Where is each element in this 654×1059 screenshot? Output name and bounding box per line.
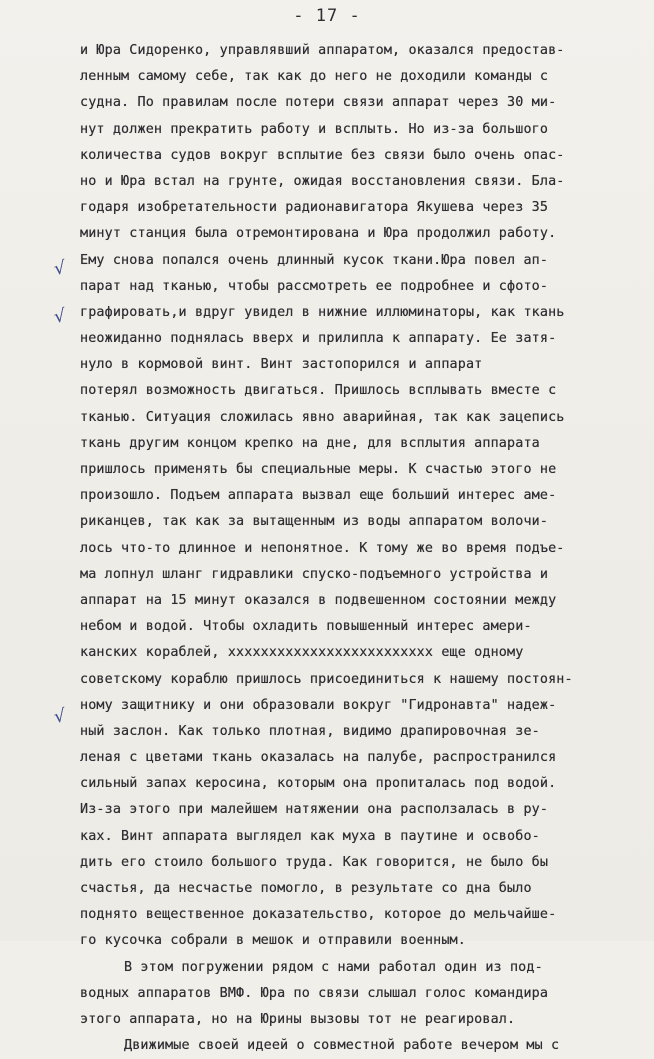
margin-checkmark: √ [52,257,67,280]
text-line: тканью. Ситуация сложилась явно аварийная, так как зацепись [80,409,565,425]
text-line: ный заслон. Как только плотная, видимо драпировочная зе- [80,723,540,739]
text-line: ках. Винт аппарата выглядел как муха в паутине и освобо- [80,828,540,844]
text-line: канских кораблей, xxxxxxxxxxxxxxxxxxxxxxxxx еще одному [80,645,524,661]
paragraph-first-line: В этом погружении рядом с нами работал один из под- [124,959,543,975]
text-line: потерял возможность двигаться. Пришлось всплывать вместе с [80,383,557,399]
text-line: произошло. Подъем аппарата вызвал еще больший интерес аме- [80,488,557,504]
text-line: дить его стоило большого труда. Как говорится, не было бы [80,854,549,870]
text-line: поднято вещественное доказательство, которое до мельчайше- [80,907,557,923]
text-line: годаря изобретательности радионавигатора Якушева через 35 [80,200,549,216]
text-line: судна. По правилам после потери связи аппарат через 30 ми- [80,95,557,111]
text-line: счастья, да несчастье помогло, в результате со дна было [80,881,532,896]
page-number: - 17 - [293,6,361,26]
text-line: графировать,и вдруг увидел в нижние иллюминаторы, как ткань [80,304,565,320]
text-line: минут станция была отремонтирована и Юра продолжил работу. [80,226,557,242]
margin-checkmark: √ [52,705,67,728]
text-line: количества судов вокруг всплытие без связи было очень опас- [80,147,565,163]
text-line: водных аппаратов ВМФ. Юра по связи слышал голос командира [80,985,549,1001]
text-line: небом и водой. Чтобы охладить повышенный интерес амери- [80,619,532,635]
text-line: парат над тканью, чтобы рассмотреть ее подробнее и сфото- [80,278,549,294]
text-line: нуло в кормовой винт. Винт застопорился и аппарат [80,357,483,373]
text-line: этого аппарата, но на Юрины вызовы тот не реагировал. [80,1011,516,1027]
text-line: и Юра Сидоренко, управлявший аппаратом, оказался предостав- [80,43,565,58]
body-text [80,38,635,1059]
text-line: ному защитнику и они образовали вокруг "Гидронавта" надеж- [80,697,557,713]
text-line: аппарат на 15 минут оказался в подвешенном состоянии между [80,592,557,608]
text-line: сильный запах керосина, которым она пропиталась под водой. [80,776,557,792]
text-line: неожиданно поднялась вверх и прилипла к аппарату. Ее затя- [80,331,557,347]
text-line: ткань другим концом крепко на дне, для всплытия аппарата [80,435,540,451]
text-line: ма лопнул шланг гидравлики спуско-подъемного устройства и [80,566,549,582]
text-line: советскому кораблю пришлось присоединиться к нашему постоян- [80,671,573,687]
text-line: нут должен прекратить работу и всплыть. Но из-за большого [80,121,549,137]
text-line: пришлось применять бы специальные меры. К счастью этого не [80,462,557,477]
margin-checkmark: √ [52,305,67,328]
text-line: ленным самому себе, так как до него не доходили команды с [80,69,549,85]
text-line: Ему снова попался очень длинный кусок ткани.Юра повел ап- [80,252,549,268]
text-line: леная с цветами ткань оказалась на палубе, распространился [80,750,557,766]
paragraph-first-line: Движимые своей идеей о совместной работе вечером мы с [124,1038,560,1054]
text-line: но и Юра встал на грунте, ожидая восстановления связи. Бла- [80,173,565,189]
text-line: го кусочка собрали в мешок и отправили военным. [80,933,466,949]
text-line: Из-за этого при малейшем натяжении она расползалась в ру- [80,802,549,818]
text-line: риканцев, так как за вытащенным из воды аппаратом волочи- [80,514,549,530]
text-line: лось что-то длинное и непонятное. К тому же во время подъе- [80,540,565,556]
